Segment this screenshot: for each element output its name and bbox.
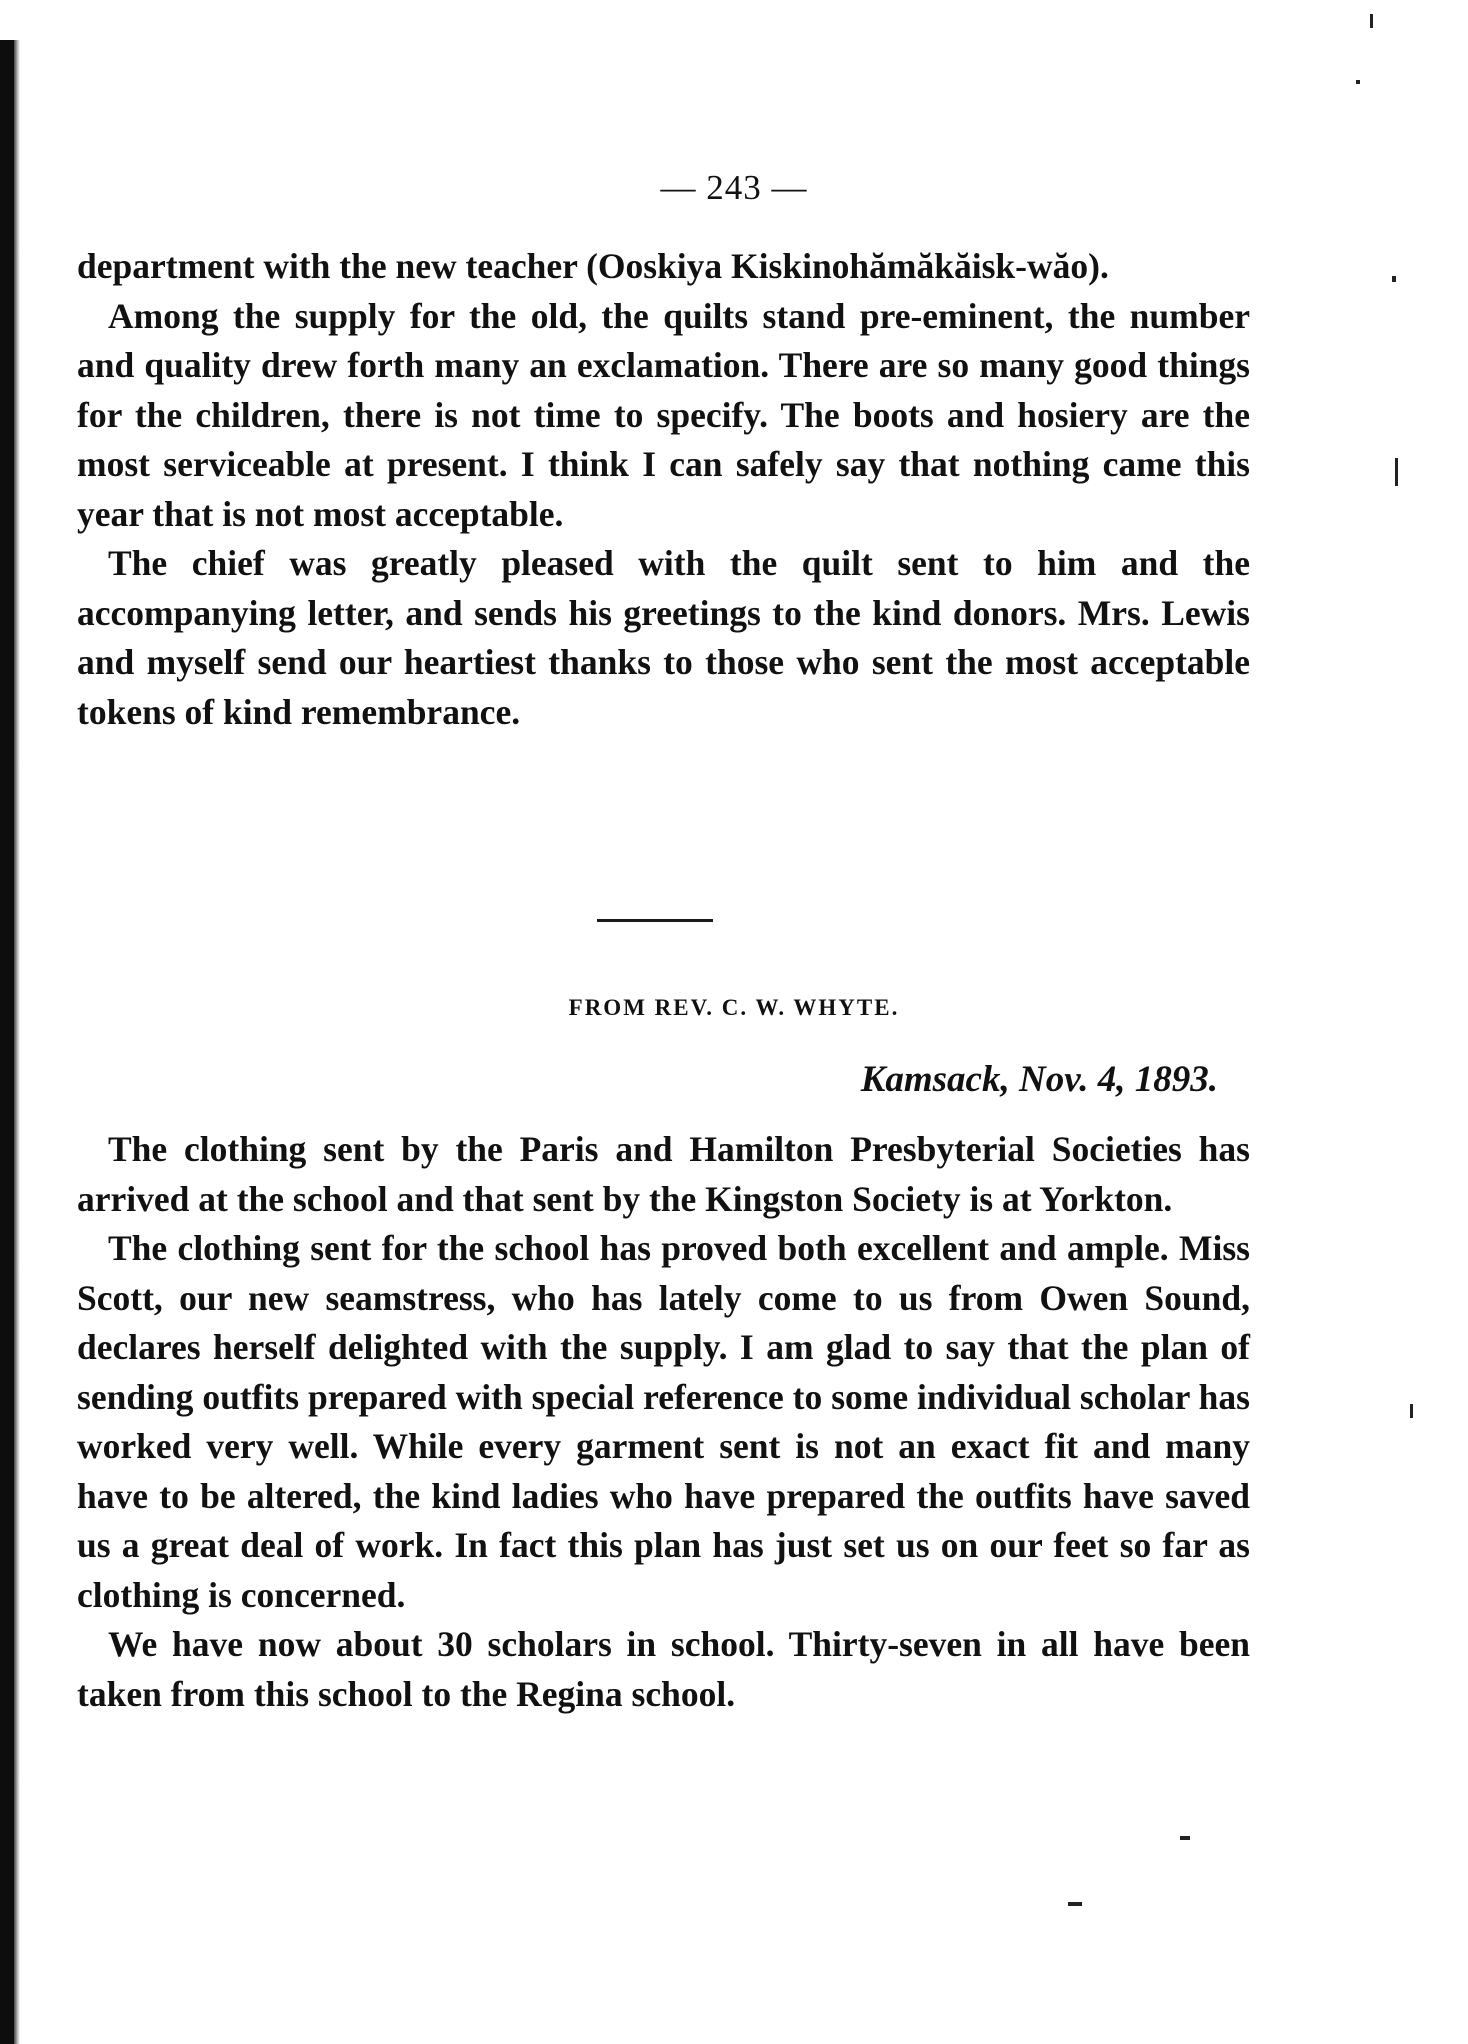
scan-speck: [1180, 1836, 1190, 1840]
scan-speck: [1356, 80, 1360, 84]
letter-dateline: Kamsack, Nov. 4, 1893.: [860, 1059, 1218, 1100]
paragraph-scholars-count: We have now about 30 scholars in school. Thirty-seven in all have been taken from this school to the Regina school.: [77, 1624, 1250, 1714]
scan-speck: [1068, 1902, 1082, 1906]
scan-speck: [1395, 458, 1398, 486]
paragraph-continuation: department with the new teacher (Ooskiya Kiskinohămăkăisk-wăo).: [77, 246, 1109, 286]
scan-speck: [1370, 14, 1373, 28]
paragraph-clothing-ample: The clothing sent for the school has proved both excellent and ample. Miss Scott, our new seamstress, who has lately come to us from Owen Sound, declares herself delighted with the supply. I am glad to say that the plan of sending outfits prepared with special reference to some individual scholar has worked very well. While every garment sent is not an exact fit and many have to be altered, the kind ladies who have prepared the outfits have saved us a great deal of work. In fact this plan has just set us on our feet so far as clothing is concerned.: [77, 1228, 1250, 1615]
letter-one-body: [77, 242, 1250, 737]
letter-two-body: [77, 1125, 1250, 1719]
section-divider-rule: [597, 919, 713, 922]
scan-speck: [1392, 276, 1396, 282]
scan-speck: [1410, 1404, 1413, 1418]
page-binding-edge: [0, 40, 14, 2044]
paragraph-chief-thanks: The chief was greatly pleased with the quilt sent to him and the accompanying letter, and sends his greetings to the kind donors. Mrs. Lewis and myself send our heartiest thanks to those who sent the most acceptable tokens of kind remembrance.: [77, 543, 1250, 732]
paragraph-quilts-supply: Among the supply for the old, the quilts stand pre-eminent, the number and quality drew forth many an exclamation. There are so many good things for the children, there is not time to specify. The boots and hosiery are the most serviceable at present. I think I can safely say that nothing came this year that is not most acceptable.: [77, 295, 1250, 534]
page-number: — 243 —: [660, 168, 808, 207]
section-heading: FROM REV. C. W. WHYTE.: [568, 995, 900, 1020]
paragraph-clothing-arrived: The clothing sent by the Paris and Hamilton Presbyterial Societies has arrived at the school and that sent by the Kingston Society is at Yorkton.: [77, 1129, 1250, 1219]
